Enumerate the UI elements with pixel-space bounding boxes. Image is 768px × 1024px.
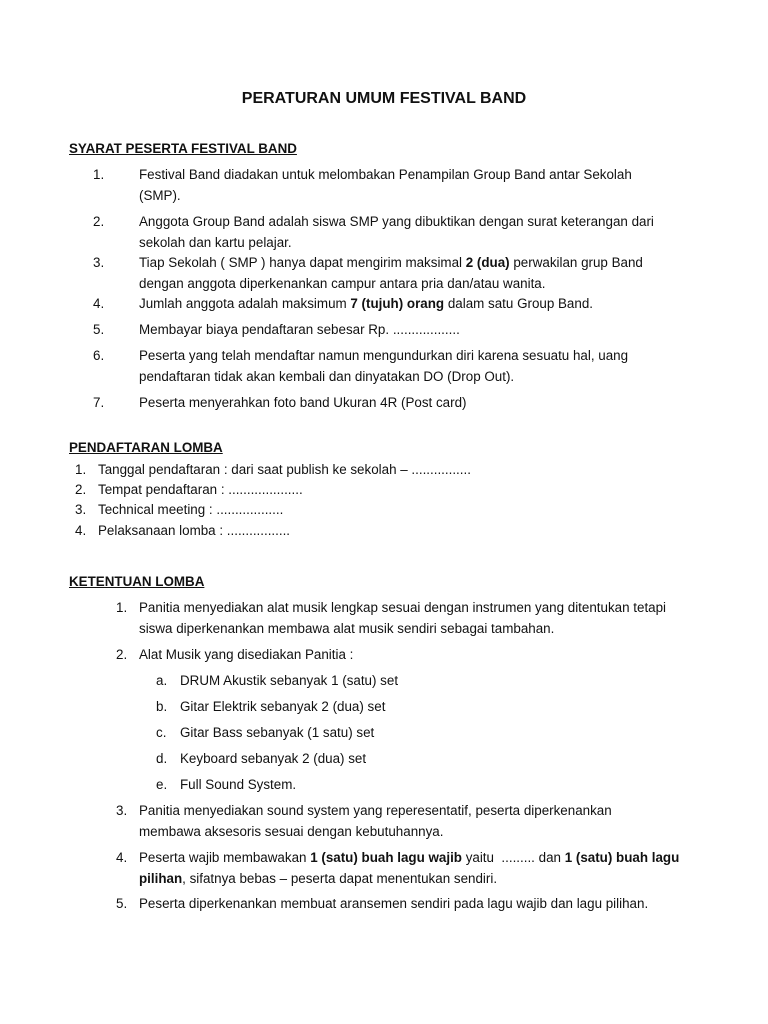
item-text: (SMP). — [139, 187, 181, 203]
item-letter: a. — [156, 673, 168, 688]
item-text-bold: 1 (satu) buah lagu wajib — [310, 850, 462, 865]
item-text: Tanggal pendaftaran : dari saat publish ke sekolah – ................ — [98, 462, 471, 477]
item-number: 2. — [75, 482, 87, 497]
section-heading-ketentuan: KETENTUAN LOMBA — [69, 574, 205, 589]
item-text: dalam satu Group Band. — [444, 296, 593, 311]
item-text: Jumlah anggota adalah maksimum — [139, 296, 351, 311]
item-number: 5. — [93, 322, 105, 337]
item-text: Technical meeting : .................. — [98, 502, 284, 517]
item-text: Panitia menyediakan alat musik lengkap sesuai dengan instrumen yang ditentukan tetapi — [139, 600, 667, 615]
item-number: 4. — [116, 850, 128, 865]
item-number: 4. — [75, 523, 87, 538]
item-text: membawa aksesoris sesuai dengan kebutuhannya. — [139, 823, 444, 839]
item-number: 3. — [116, 803, 128, 818]
item-letter: d. — [156, 751, 168, 766]
item-letter: c. — [156, 725, 167, 740]
item-number: 6. — [93, 348, 105, 363]
item-text: Festival Band diadakan untuk melombakan Penampilan Group Band antar Sekolah — [139, 167, 632, 182]
item-text: Membayar biaya pendaftaran sebesar Rp. .................. — [139, 322, 460, 337]
item-number: 3. — [75, 502, 87, 517]
item-text: Tempat pendaftaran : .................... — [98, 482, 303, 497]
section-heading-syarat: SYARAT PESERTA FESTIVAL BAND — [69, 141, 297, 156]
item-text: Anggota Group Band adalah siswa SMP yang dibuktikan dengan surat keterangan dari — [139, 214, 654, 229]
item-text: Tiap Sekolah ( SMP ) hanya dapat mengirim maksimal — [139, 255, 466, 270]
item-text: Peserta wajib membawakan — [139, 850, 311, 865]
item-text: Gitar Bass sebanyak (1 satu) set — [180, 725, 375, 740]
item-text: Pelaksanaan lomba : ................. — [98, 523, 291, 538]
item-text: Gitar Elektrik sebanyak 2 (dua) set — [180, 699, 386, 714]
item-text-bold: 1 (satu) buah lagu — [564, 850, 680, 865]
item-text: DRUM Akustik sebanyak 1 (satu) set — [180, 673, 399, 688]
item-number: 1. — [116, 600, 128, 615]
item-text: pendaftaran tidak akan kembali dan dinyatakan DO (Drop Out). — [139, 368, 515, 384]
item-number: 2. — [116, 647, 128, 662]
item-text: Full Sound System. — [180, 777, 297, 792]
item-number: 4. — [93, 296, 105, 311]
item-text: yaitu ......... dan — [461, 850, 565, 865]
item-number: 3. — [93, 255, 105, 270]
section-heading-pendaftaran: PENDAFTARAN LOMBA — [69, 440, 223, 455]
item-text: Panitia menyediakan sound system yang reperesentatif, peserta diperkenankan — [139, 803, 612, 818]
item-text: perwakilan grup Band — [509, 255, 643, 270]
item-text: , sifatnya bebas – peserta dapat menentukan sendiri. — [182, 870, 498, 886]
item-text: Peserta yang telah mendaftar namun mengundurkan diri karena sesuatu hal, uang — [139, 348, 629, 363]
item-number: 2. — [93, 214, 105, 229]
item-text-bold: pilihan — [139, 870, 183, 886]
item-text: Peserta diperkenankan membuat aransemen sendiri pada lagu wajib dan lagu pilihan. — [139, 896, 649, 911]
item-text: Keyboard sebanyak 2 (dua) set — [180, 751, 367, 766]
item-letter: e. — [156, 777, 168, 792]
item-text: Peserta menyerahkan foto band Ukuran 4R (Post card) — [139, 395, 467, 410]
item-text: dengan anggota diperkenankan campur antara pria dan/atau wanita. — [139, 275, 546, 291]
item-number: 1. — [93, 167, 105, 182]
item-letter: b. — [156, 699, 168, 714]
item-text-bold: 7 (tujuh) orang — [350, 296, 445, 311]
item-text: sekolah dan kartu pelajar. — [139, 234, 292, 250]
item-text: Alat Musik yang disediakan Panitia : — [139, 647, 354, 662]
item-number: 1. — [75, 462, 87, 477]
page-title: PERATURAN UMUM FESTIVAL BAND — [241, 90, 527, 107]
item-text-bold: 2 (dua) — [465, 255, 510, 270]
item-number: 5. — [116, 896, 128, 911]
item-number: 7. — [93, 395, 105, 410]
item-text: siswa diperkenankan membawa alat musik sendiri sebagai tambahan. — [139, 620, 555, 636]
